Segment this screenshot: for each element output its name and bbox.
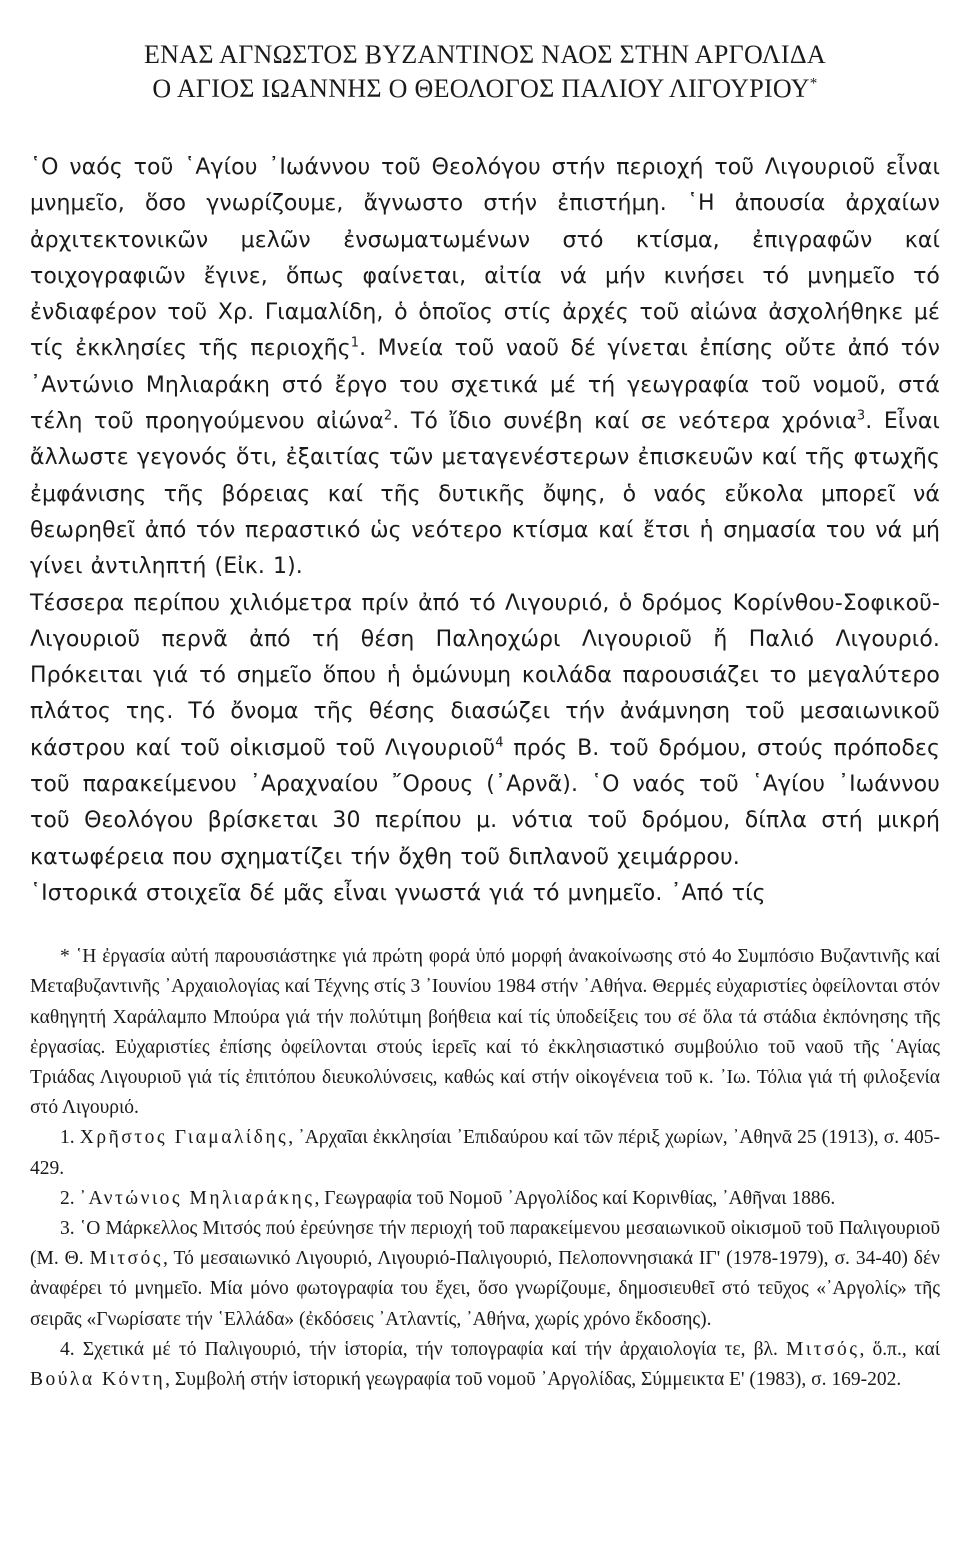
title-line-2 [30, 72, 940, 106]
paragraph-1-part-d: . Εἶναι ἄλλωστε γεγονός ὅτι, ἐξαιτίας τῶν μεταγενέστερων ἐπισκευῶν καί τῆς φτωχῆς ἐμφάνισης τῆς βόρειας καί τῆς δυτικῆς ὄψης, ὁ ναός εὔκολα μπορεῖ νά θεωρηθεῖ ἀπό τόν περαστικό ὡς νεότερο κτίσμα καί ἔτσι ἡ σημασία του νά μή γίνει ἀντιληπτή (Εἰκ. 1). [30, 409, 940, 580]
title-footnote-mark[interactable]: * [809, 75, 818, 92]
footnote-ref-4[interactable]: 4 [495, 735, 504, 751]
paragraph-1-part-b: . Μνεία τοῦ ναοῦ δέ γίνεται ἐπίσης οὔτε ἀπό τόν ᾿Αντώνιο Μηλιαράκη στό ἔργο του σχετικά μέ τή γεωγραφία τοῦ νομοῦ, στά τέλη τοῦ προηγούμενου αἰώνα [30, 336, 940, 435]
footnote-1 [30, 1123, 940, 1183]
footnote-1-author: Χρῆστος Γιαμαλίδης [79, 1127, 289, 1149]
footnote-ref-1[interactable]: 1 [350, 336, 360, 352]
footnote-1-text: , ᾿Αρχαῖαι ἐκκλησίαι ᾿Επιδαύρου καί τῶν πέριξ χωρίων, ᾿Αθηνᾶ 25 (1913), σ. 405-429. [30, 1127, 940, 1179]
paragraph-1-part-c: . Τό ἴδιο συνέβη καί σε νεότερα χρόνια [392, 409, 857, 435]
paragraph-3: ῾Ιστορικά στοιχεῖα δέ μᾶς εἶναι γνωστά γιά τό μνημεῖο. ᾿Από τίς [30, 880, 766, 906]
footnote-3-author: Μιτσός [89, 1248, 164, 1270]
footnote-2-text: , Γεωγραφία τοῦ Νομοῦ ᾿Αργολίδος καί Κορινθίας, ᾿Αθῆναι 1886. [314, 1187, 836, 1209]
footnote-2 [30, 1184, 940, 1214]
paragraph-2-part-a: Τέσσερα περίπου χιλιόμετρα πρίν ἀπό τό Λιγουριό, ὁ δρόμος Κορίνθου-Σοφικοῦ-Λιγουριοῦ περνᾶ ἀπό τή θέση Παληοχώρι Λιγουριοῦ ἤ Παλιό Λιγουριό. Πρόκειται γιά τό σημεῖο ὅπου ἡ ὁμώνυμη κοιλάδα παρουσιάζει το μεγαλύτερο πλάτος της. Τό ὄνομα τῆς θέσης διασώζει τήν ἀνάμνηση τοῦ μεσαιωνικοῦ κάστρου καί τοῦ οἰκισμοῦ τοῦ Λιγουριοῦ [30, 590, 940, 761]
footnote-1-number: 1. [60, 1127, 80, 1149]
footnote-4-author-1: Μιτσός [786, 1338, 860, 1360]
title-line-2-text: Ο ΑΓΙΟΣ ΙΩΑΝΝΗΣ Ο ΘΕΟΛΟΓΟΣ ΠΑΛΙΟΥ ΛΙΓΟΥΡΙΟΥ [152, 74, 810, 103]
paragraph-1-part-a: ῾Ο ναός τοῦ ῾Αγίου ᾿Ιωάννου τοῦ Θεολόγου στήν περιοχή τοῦ Λιγουριοῦ εἶναι μνημεῖο, ὅσο γνωρίζουμε, ἄγνωστο στήν ἐπιστήμη. ῾Η ἀπουσία ἀρχαίων ἀρχιτεκτονικῶν μελῶν ἐνσωματωμένων στό κτίσμα, ἐπιγραφῶν καί τοιχογραφιῶν ἔγινε, ὅπως φαίνεται, αἰτία νά μήν κινήσει τό μνημεῖο τό ἐνδιαφέρον τοῦ Χρ. Γιαμαλίδη, ὁ ὁποῖος στίς ἀρχές τοῦ αἰώνα ἀσχολήθηκε μέ τίς ἐκκλησίες τῆς περιοχῆς [30, 155, 940, 362]
footnote-2-number: 2. [60, 1187, 80, 1209]
footnote-3-text-a: 3. ῾Ο Μάρκελλος Μιτσός πού ἐρεύνησε τήν περιοχή τοῦ παρακείμενου μεσαιωνικοῦ οἰκισμοῦ τοῦ Παλιγουριοῦ (Μ. Θ. [30, 1218, 940, 1270]
paragraph-2 [30, 586, 940, 876]
footnote-3 [30, 1214, 940, 1335]
footnote-ref-2[interactable]: 2 [383, 408, 393, 424]
footnote-4-text-a: 4. Σχετικά μέ τό Παλιγουριό, τήν ἱστορία, τήν τοπογραφία καί τήν ἀρχαιολογία τε, βλ. [60, 1338, 787, 1360]
paragraph-2-part-b: πρός Β. τοῦ δρόμου, στούς πρόποδες τοῦ παρακείμενου ᾿Αραχναίου ῎Ορους (᾿Αρνᾶ). ῾Ο ναός τοῦ ῾Αγίου ᾿Ιωάννου τοῦ Θεολόγου βρίσκεται 30 περίπου μ. νότια τοῦ δρόμου, δίπλα στή μικρή κατωφέρεια που σχηματίζει τήν ὄχθη τοῦ διπλανοῦ χειμάρρου. [30, 735, 940, 870]
footnote-4 [30, 1335, 940, 1395]
footnote-star: * ῾Η ἐργασία αὐτή παρουσιάστηκε γιά πρώτη φορά ὑπό μορφή ἀνακοίνωσης στό 4ο Συμπόσιο Βυζαντινῆς καί Μεταβυζαντινῆς ᾿Αρχαιολογίας καί Τέχνης στίς 3 ᾿Ιουνίου 1984 στήν ᾿Αθήνα. Θερμές εὐχαριστίες ὀφείλονται στόν καθηγητή Χαράλαμπο Μπούρα γιά τήν πολύτιμη βοήθεια καί τίς ὑποδείξεις του σέ ὅλα τά στάδια ἐκπόνησης τῆς ἐργασίας. Εὐχαριστίες ἐπίσης ὀφείλονται στούς ἱερεῖς καί τό ἐκκλησιαστικό συμβούλιο τοῦ ναοῦ τῆς ῾Αγίας Τριάδας Λιγουριοῦ γιά τίς ἐπιτόπου διευκολύνσεις, καθώς καί στήν οἰκογένεια τοῦ κ. ᾿Ιω. Τόλια γιά τή φιλοξενία στό Λιγουριό. [30, 946, 940, 1119]
footnote-3-text-b: , Τό μεσαιωνικό Λιγουριό, Λιγουριό-Παλιγουριό, Πελοποννησιακά ΙΓ' (1978-1979), σ. 34-40) δέν ἀναφέρει τό μνημεῖο. Μία μόνο φωτογραφία του ἔχει, ὅσο γνωρίζουμε, δημοσιευθεῖ στό τεῦχος «᾿Αργολίς» τῆς σειρᾶς «Γνωρίσατε τήν ῾Ελλάδα» (ἐκδόσεις ᾿Ατλαντίς, ᾿Αθήνα, χωρίς χρόνο ἔκδοσης). [30, 1248, 940, 1330]
footnote-4-text-b: , ὅ.π., καί [859, 1338, 940, 1360]
footnotes [30, 942, 940, 1395]
paragraph-1 [30, 150, 940, 586]
main-text [30, 150, 940, 912]
footnote-4-text-c: , Συμβολή στήν ἱστορική γεωγραφία τοῦ νομοῦ ᾿Αργολίδας, Σύμμεικτα Ε' (1983), σ. 169-202. [165, 1369, 902, 1391]
footnote-ref-3[interactable]: 3 [856, 408, 866, 424]
title-line-1: ΕΝΑΣ ΑΓΝΩΣΤΟΣ ΒΥΖΑΝΤΙΝΟΣ ΝΑΟΣ ΣΤΗΝ ΑΡΓΟΛΙΔΑ [143, 40, 826, 69]
footnote-2-author: ᾿Αντώνιος Μηλιαράκης [79, 1187, 315, 1209]
article-title [30, 38, 940, 106]
footnote-4-author-2: Βούλα Κόντη [30, 1369, 166, 1391]
